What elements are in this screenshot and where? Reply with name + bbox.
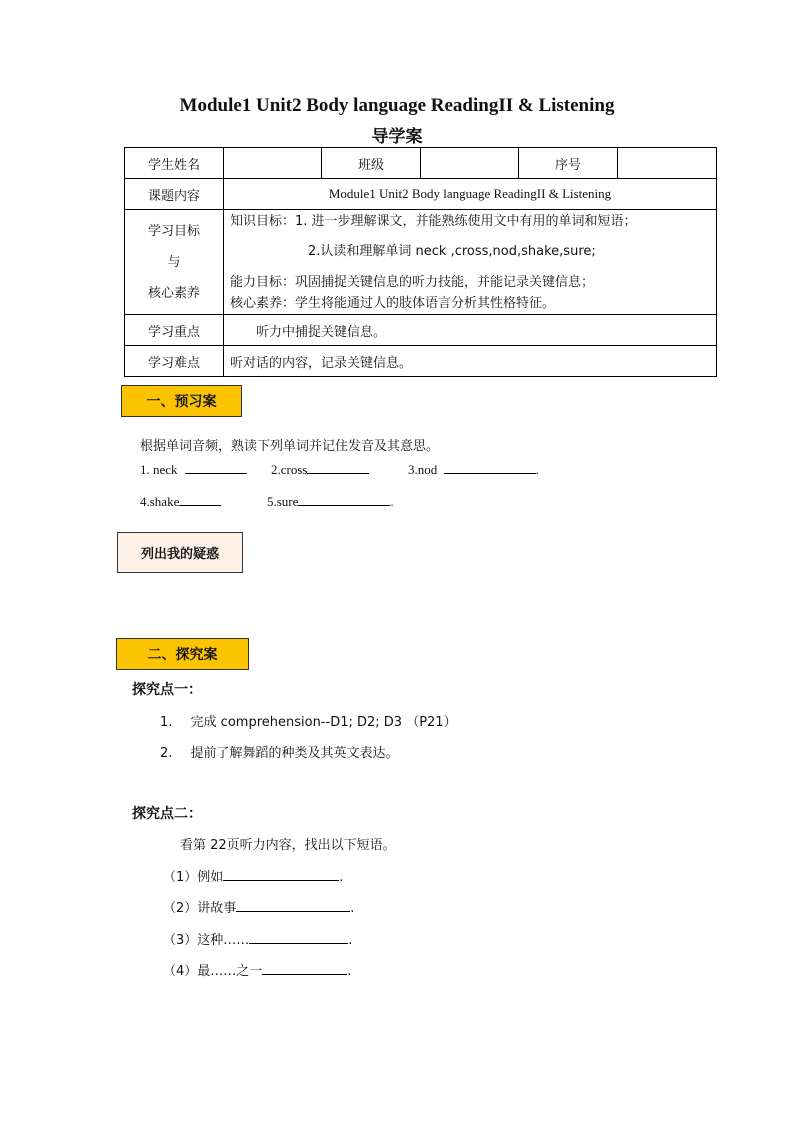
phrase-label: （1）例如 bbox=[163, 870, 224, 885]
class-field[interactable] bbox=[421, 148, 519, 179]
answer-blank[interactable] bbox=[444, 461, 536, 474]
word-item bbox=[408, 461, 539, 478]
word-item bbox=[140, 493, 221, 510]
goals-label bbox=[125, 210, 224, 315]
goals-text bbox=[224, 210, 717, 315]
table-row bbox=[125, 179, 717, 210]
answer-blank[interactable] bbox=[179, 493, 221, 506]
period: . bbox=[535, 462, 539, 477]
word-label: 3.nod bbox=[408, 462, 438, 477]
answer-blank[interactable] bbox=[262, 962, 347, 975]
section1-instruction: 根据单词音频，熟读下列单词并记住发音及其意思。 bbox=[140, 439, 440, 454]
answer-blank[interactable] bbox=[307, 461, 369, 474]
point1-item bbox=[160, 742, 399, 761]
period: . bbox=[339, 870, 344, 885]
item-text: 完成 comprehension--D1; D2; D3 （P21） bbox=[190, 715, 457, 730]
goal-core: 核心素养：学生将能通过人的肢体语言分析其性格特征。 bbox=[230, 295, 556, 311]
phrase-item bbox=[163, 960, 351, 979]
key-value: 听力中捕捉关键信息。 bbox=[224, 315, 717, 346]
item-number: 1. bbox=[160, 715, 173, 730]
phrase-label: （2）讲故事 bbox=[163, 901, 237, 916]
difficulty-label: 学习难点 bbox=[125, 346, 224, 377]
answer-blank[interactable] bbox=[298, 493, 390, 506]
period: . bbox=[390, 494, 394, 509]
goals-label-line: 核心素养 bbox=[147, 285, 200, 301]
topic-value: Module1 Unit2 Body language ReadingII & Listening bbox=[224, 179, 717, 210]
period: . bbox=[347, 964, 352, 979]
period: . bbox=[348, 933, 353, 948]
answer-blank[interactable] bbox=[223, 868, 339, 881]
word-item bbox=[267, 493, 394, 510]
point2-title: 探究点二： bbox=[132, 806, 202, 822]
doubts-box: 列出我的疑惑 bbox=[117, 532, 243, 573]
student-name-field[interactable] bbox=[224, 148, 322, 179]
answer-blank[interactable] bbox=[249, 931, 348, 944]
table-row bbox=[125, 315, 717, 346]
item-number: 2. bbox=[160, 746, 173, 761]
key-label: 学习重点 bbox=[125, 315, 224, 346]
word-label: 5.sure bbox=[267, 494, 299, 509]
word-item bbox=[271, 461, 369, 478]
seat-label: 序号 bbox=[519, 148, 618, 179]
goals-label-line: 学习目标 bbox=[147, 223, 200, 239]
table-row bbox=[125, 210, 717, 315]
document-subtitle: 导学案 bbox=[371, 127, 423, 147]
answer-blank[interactable] bbox=[236, 899, 350, 912]
document-title: Module1 Unit2 Body language ReadingII & Listening bbox=[179, 95, 615, 116]
table-row bbox=[125, 148, 717, 179]
item-text: 提前了解舞蹈的种类及其英文表达。 bbox=[190, 746, 399, 761]
point1-title: 探究点一： bbox=[132, 682, 202, 698]
topic-label: 课题内容 bbox=[125, 179, 224, 210]
word-label: 1. neck bbox=[140, 462, 178, 477]
goal-knowledge-1: 知识目标：1. 进一步理解课文，并能熟练使用文中有用的单词和短语； bbox=[230, 213, 637, 229]
class-label: 班级 bbox=[322, 148, 421, 179]
phrase-item bbox=[163, 866, 343, 885]
phrase-label: （4）最……之一 bbox=[163, 964, 263, 979]
difficulty-value: 听对话的内容，记录关键信息。 bbox=[224, 346, 717, 377]
phrase-item bbox=[163, 929, 352, 948]
goal-knowledge-2: 2.认读和理解单词 neck ,cross,nod,shake,sure; bbox=[308, 243, 596, 259]
goal-ability: 能力目标：巩固捕捉关键信息的听力技能，并能记录关键信息； bbox=[230, 274, 595, 290]
section2-heading: 二、探究案 bbox=[116, 638, 249, 670]
period: . bbox=[350, 901, 355, 916]
student-name-label: 学生姓名 bbox=[125, 148, 224, 179]
answer-blank[interactable] bbox=[185, 461, 247, 474]
word-item bbox=[140, 461, 247, 478]
goals-label-line: 与 bbox=[167, 254, 181, 270]
word-label: 4.shake bbox=[140, 494, 180, 509]
point1-item bbox=[160, 711, 457, 730]
table-row bbox=[125, 346, 717, 377]
word-label: 2.cross bbox=[271, 462, 308, 477]
phrase-item bbox=[163, 897, 354, 916]
point2-instruction: 看第 22页听力内容，找出以下短语。 bbox=[180, 838, 396, 853]
info-table bbox=[124, 147, 717, 377]
section1-heading: 一、预习案 bbox=[121, 385, 242, 417]
phrase-label: （3）这种…… bbox=[163, 933, 250, 948]
seat-field[interactable] bbox=[618, 148, 717, 179]
